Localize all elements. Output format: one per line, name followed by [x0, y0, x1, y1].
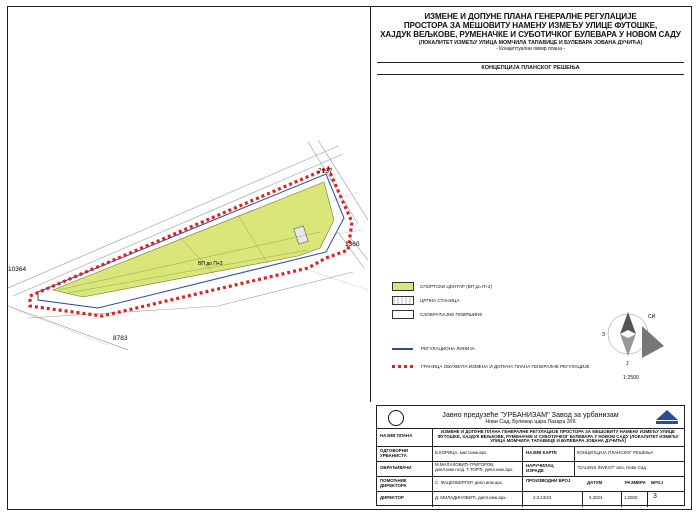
org-name: Јавно предузеће "УРБАНИЗАМ" Завод за урбанизам: [442, 410, 619, 419]
date-label: ДАТУМ: [587, 481, 603, 485]
processed-value: М.МАЛАХОВИЋ-ГРИГОРОВ, дипл.инж.геод. Т.ТОРЂ, дипл.инж.арх.: [435, 463, 514, 472]
legend-item-station: ЦРПНА СТАНИЦА: [392, 296, 459, 305]
legend-item-traffic: САОБРАЋАЈНЕ ПОВРШИНЕ: [392, 310, 482, 319]
resp-value: Б.КОРИЦА, маст.инж.арх.: [435, 451, 488, 455]
plan-subtitle: (ЛОКАЛИТЕТ ИЗМЕЂУ УЛИЦА МОМЧИЛА ТАПАВИЦЕ И БУЛЕВАРА ЈОВАНА ДУЧИЋА): [418, 40, 643, 46]
plan-title-line: ПРОСТОРА ЗА МЕШОВИТУ НАМЕНУ ИЗМЕЂУ УЛИЦЕ ФУТОШКЕ,: [403, 21, 658, 30]
legend-swatch: [392, 296, 414, 305]
legend-item-regline: РЕГУЛАЦИОНА ЛИНИЈА: [392, 346, 475, 351]
legend-swatch: [392, 310, 414, 319]
org-header: [377, 406, 684, 429]
org-address: Нови Сад, Булевар цара Лазара 3/III: [485, 419, 576, 425]
map-name-label: НАЗИВ КАРТЕ: [526, 451, 557, 455]
legend-item-sports: СПОРТСКИ ЦЕНТАР (ВП до П+2): [392, 282, 492, 291]
prod-label: ПРОИЗВОДНИ БРОЈ: [526, 479, 571, 483]
client-label: НАРУЧИЛАЦ ИЗРАДЕ: [526, 464, 554, 473]
svg-text:Ј: Ј: [626, 361, 629, 366]
client-value: "GALENS INVEST" doo, Нови Сад: [577, 466, 646, 470]
scale-label: РАЗМЕРА: [625, 481, 646, 485]
plan-title-line: ИЗМЕНЕ И ДОПУНЕ ПЛАНА ГЕНЕРАЛНЕ РЕГУЛАЦИЈЕ: [424, 12, 637, 21]
grid-line: [574, 446, 575, 476]
resp-label: ОДГОВОРНИ УРБАНИСТА: [380, 449, 409, 458]
svg-text:СИ: СИ: [648, 314, 656, 320]
scale-value: 1:2500: [624, 496, 638, 500]
urbanizam-brand-icon: [656, 410, 678, 424]
legend-item-boundary: ГРАНИЦА ОБУХВАТА ИЗМЕНА И ДОПУНА ПЛАНА ГЕНЕРАЛНЕ РЕГУЛАЦИЈЕ: [392, 364, 590, 369]
grid-line: [377, 491, 684, 492]
grid-line: [377, 446, 684, 447]
map-scale: 1:2500: [623, 375, 639, 381]
urbanizam-logo-icon: [388, 410, 404, 426]
parcel-label: 1360: [345, 241, 360, 248]
svg-text:З: З: [602, 332, 606, 338]
map-name-value: КОНЦЕПЦИЈА ПЛАНСКОГ РЕШЕЊА: [577, 451, 654, 455]
assist-label: ПОМОЋНИК ДИРЕКТОРА: [380, 479, 407, 488]
sheet-divider: [370, 6, 371, 402]
plan-value: ИЗМЕНЕ И ДОПУНЕ ПЛАНА ГЕНЕРАЛНЕ РЕГУЛАЦИЈЕ ПРОСТОРА ЗА МЕШОВИТУ НАМЕНУ ИЗМЕЂУ УЛИЦЕ ФУТОШКЕ, ХАЈДУК ВЕЉКОВЕ, РУМЕНАЧКЕ И СУБОТИЧКОГ БУЛЕВАРА У НОВОМ САДУ (ЛОКАЛИТЕТ ИЗМЕЂУ УЛИЦА МОМЧИЛА ТАПАВИЦЕ И БУЛЕВАРА ЈОВАНА ДУЧИЋА): [437, 430, 679, 444]
grid-line: [432, 428, 433, 507]
sports-zone: [53, 182, 334, 297]
director-label: ДИРЕКТОР: [380, 496, 404, 500]
legend-swatch: [392, 282, 414, 291]
parcel-label: 10364: [8, 266, 27, 273]
north-arrow-icon: [598, 308, 666, 366]
parcel-label: 7137: [318, 168, 333, 175]
processed-label: ОБРАЂИВАЧИ: [380, 466, 412, 470]
concept-note: - Концептуални оквир плана -: [496, 46, 565, 52]
plan-label: НАЗИВ ПЛАНА: [380, 434, 413, 438]
plan-map: [8, 140, 368, 350]
sheet-number: 3: [653, 493, 657, 500]
title-block-top: [377, 12, 684, 52]
legend-line: [392, 365, 413, 368]
legend-line: [392, 348, 413, 350]
concept-heading: КОНЦЕПЦИЈА ПЛАНСКОГ РЕШЕЊА: [481, 65, 580, 71]
grid-line: [377, 461, 684, 462]
parcel-label: 8783: [113, 335, 128, 342]
grid-line: [522, 446, 523, 507]
plan-title-line: ХАЈДУК ВЕЉКОВЕ, РУМЕНАЧКЕ И СУБОТИЧКОГ БУЛЕВАРА У НОВОМ САДУ: [380, 30, 681, 39]
prod-value: 2.3.13/23: [533, 496, 552, 500]
zone-label: ВП до П+2: [198, 261, 223, 267]
director-value: Д. МИЛАДИНОВИЋ, дипл.инж.арх.: [435, 496, 507, 500]
grid-line: [621, 491, 622, 507]
grid-line: [582, 491, 583, 507]
title-rule: [377, 74, 684, 75]
title-rule: [377, 62, 684, 63]
num-label: БРОЈ: [651, 481, 663, 485]
assist-value: С. ФАЦЕНБЕРГЕР, дипл.инж.арх.: [435, 481, 504, 485]
grid-line: [377, 476, 684, 477]
title-block: [376, 405, 685, 506]
date-value: 5.2024.: [589, 496, 604, 500]
